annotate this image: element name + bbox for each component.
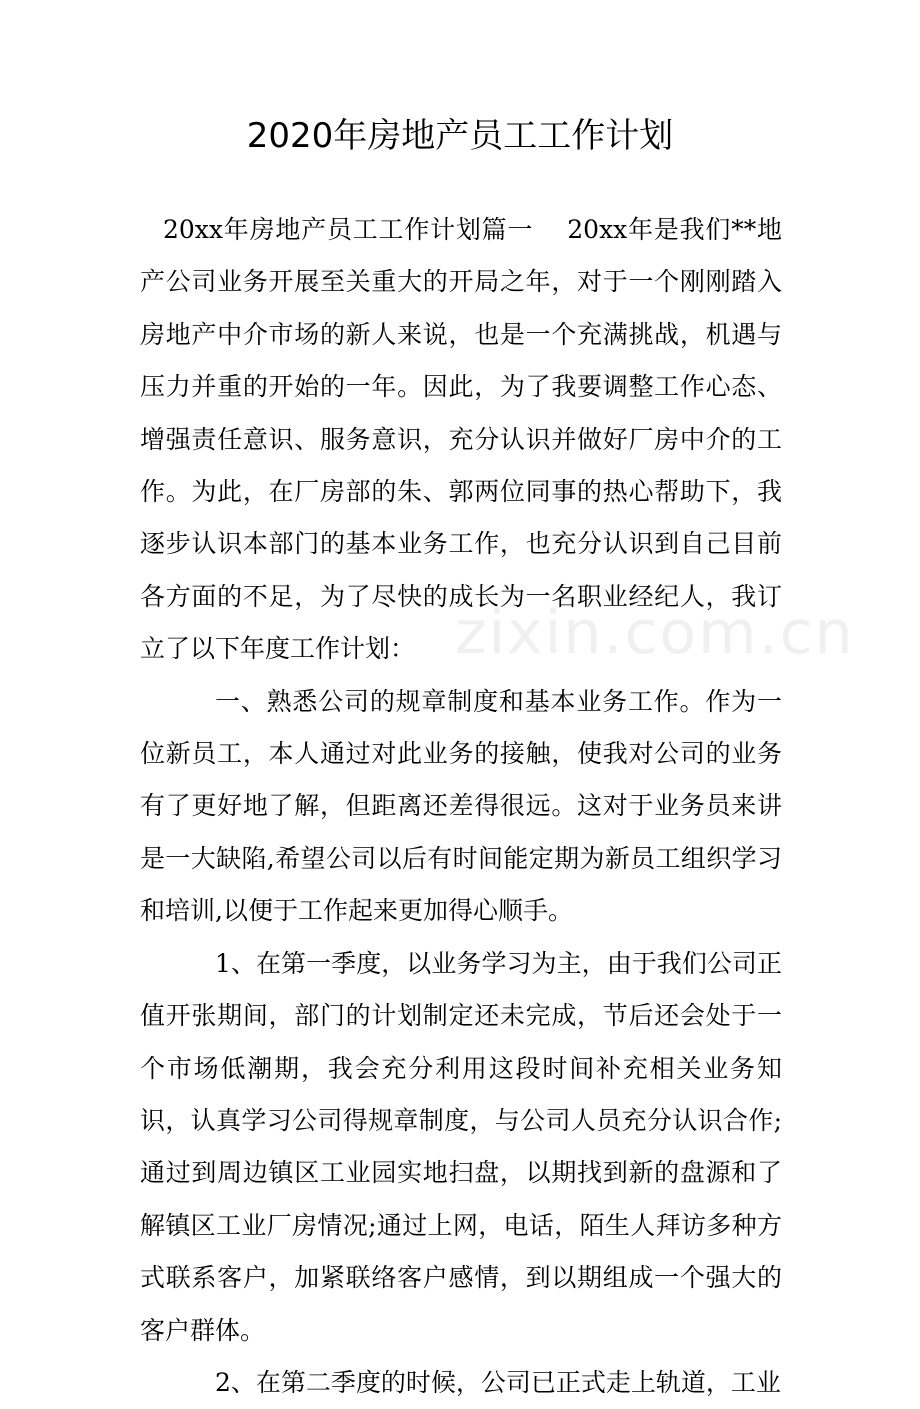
watermark: zixin.com.cn <box>455 598 855 668</box>
section-heading: 20xx年房地产员工工作计划篇一 <box>163 215 534 244</box>
document-title: 2020年房地产员工工作计划 <box>246 116 674 156</box>
intro-text: 20xx年是我们**地产公司业务开展至关重大的开局之年，对于一个刚刚踏入房地产中介市场的新人来说，也是一个充满挑战，机遇与压力并重的开始的一年。因此，为了我要调整工作心态、增强责任意识、服务意识，充分认识并做好厂房中介的工作。为此，在厂房部的朱、郭两位同事的热心帮助下，我逐步认识本部门的基本业务工作，也充分认识到自己目前各方面的不足，为了尽快的成长为一名职业经纪人，我订立了以下年度工作计划： <box>140 215 783 664</box>
paragraph-intro <box>140 204 782 676</box>
document-body <box>140 204 782 1409</box>
paragraph-3: 2、在第二季度的时候，公司已正式走上轨道，工业 <box>215 1367 781 1397</box>
paragraph-2: 1、在第一季度，以业务学习为主，由于我们公司正值开张期间，部门的计划制定还未完成，节后还会处于一个市场低潮期，我会充分利用这段时间补充相关业务知识，认真学习公司得规章制度，与公司人员充分认识合作;通过到周边镇区工业园实地扫盘，以期找到新的盘源和了解镇区工业厂房情况;通过上网，电话，陌生人拜访多种方式联系客户，加紧联络客户感情，到以期组成一个强大的客户群体。 <box>140 948 782 1345</box>
paragraph-1: 一、熟悉公司的规章制度和基本业务工作。作为一位新员工，本人通过对此业务的接触，使我对公司的业务有了更好地了解，但距离还差得很远。这对于业务员来讲是一大缺陷,希望公司以后有时间能定期为新员工组织学习和培训,以便于工作起来更加得心顺手。 <box>140 686 782 926</box>
